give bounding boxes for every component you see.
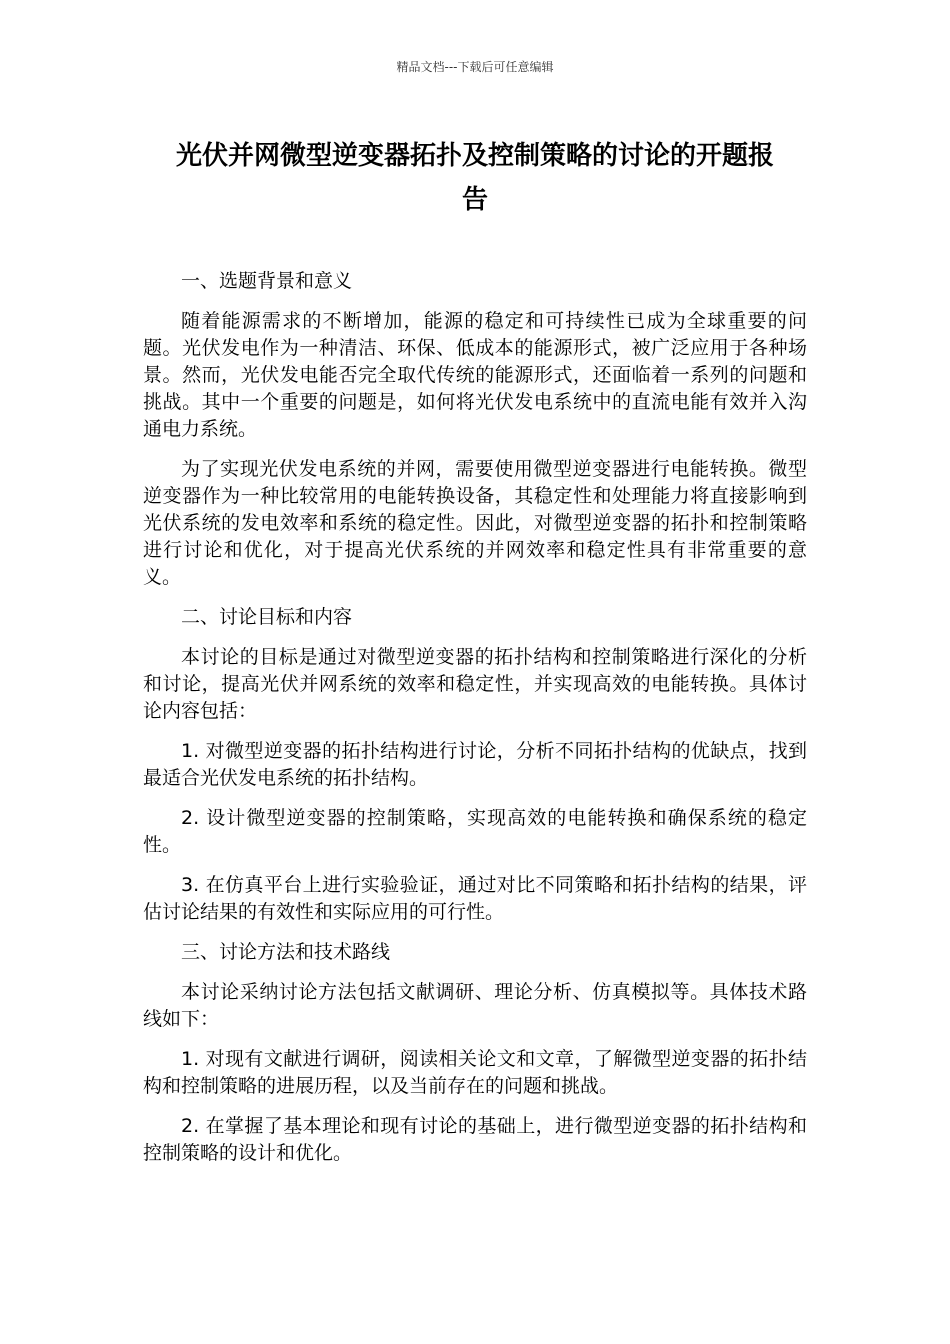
paragraph-methods-intro: 本讨论采纳讨论方法包括文献调研、理论分析、仿真模拟等。具体技术路线如下：: [143, 981, 807, 1030]
list-item-method-1: 1. 对现有文献进行调研，阅读相关论文和文章，了解微型逆变器的拓扑结构和控制策略的进展历程，以及当前存在的问题和挑战。: [143, 1048, 807, 1097]
list-item-goal-2: 2. 设计微型逆变器的控制策略，实现高效的电能转换和确保系统的稳定性。: [143, 807, 807, 856]
list-item-goal-3: 3. 在仿真平台上进行实验验证，通过对比不同策略和拓扑结构的结果，评估讨论结果的有效性和实际应用的可行性。: [143, 874, 807, 923]
paragraph-goals-intro: 本讨论的目标是通过对微型逆变器的拓扑结构和控制策略进行深化的分析和讨论，提高光伏并网系统的效率和稳定性，并实现高效的电能转换。具体讨论内容包括：: [143, 646, 807, 722]
document-title: [143, 134, 807, 222]
paragraph-background-1: 随着能源需求的不断增加，能源的稳定和可持续性已成为全球重要的问题。光伏发电作为一种清洁、环保、低成本的能源形式，被广泛应用于各种场景。然而，光伏发电能否完全取代传统的能源形式，还面临着一系列的问题和挑战。其中一个重要的问题是，如何将光伏发电系统中的直流电能有效并入沟通电力系统。: [143, 310, 807, 440]
page-header-note: 精品文档---下载后可任意编辑: [396, 60, 554, 74]
document-body: [143, 268, 807, 1180]
paragraph-background-2: 为了实现光伏发电系统的并网，需要使用微型逆变器进行电能转换。微型逆变器作为一种比较常用的电能转换设备，其稳定性和处理能力将直接影响到光伏系统的发电效率和系统的稳定性。因此，对微型逆变器的拓扑和控制策略进行讨论和优化，对于提高光伏系统的并网效率和稳定性具有非常重要的意义。: [143, 458, 807, 588]
list-item-method-2: 2. 在掌握了基本理论和现有讨论的基础上，进行微型逆变器的拓扑结构和控制策略的设计和优化。: [143, 1115, 807, 1164]
list-item-goal-1: 1. 对微型逆变器的拓扑结构进行讨论，分析不同拓扑结构的优缺点，找到最适合光伏发电系统的拓扑结构。: [143, 740, 807, 789]
document-title-line-2: 告: [461, 185, 488, 215]
section-heading-background: 一、选题背景和意义: [181, 270, 353, 292]
section-heading-goals: 二、讨论目标和内容: [181, 606, 353, 628]
section-heading-methods: 三、讨论方法和技术路线: [181, 941, 391, 963]
document-title-line-1: 光伏并网微型逆变器拓扑及控制策略的讨论的开题报: [175, 141, 774, 171]
